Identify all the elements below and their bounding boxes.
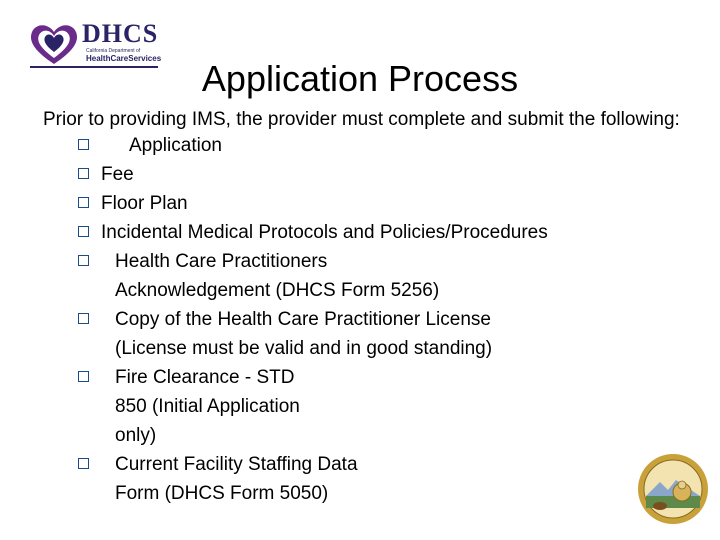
checkbox-icon [78,458,89,469]
requirements-list [43,131,713,508]
california-seal-icon [636,452,710,526]
list-item [43,363,713,450]
list-item-text: Health Care Practitioners [115,251,328,272]
list-item-text: (License must be valid and in good standing) [115,338,493,359]
list-item [43,189,713,218]
list-item [43,218,713,247]
logo-dhcs-text: DHCS [82,19,159,48]
checkbox-icon [78,168,89,179]
checkbox-icon [78,255,89,266]
content-body [43,109,713,508]
list-item-text: Fire Clearance - STD [115,367,295,388]
list-item-text: only) [115,425,157,446]
list-item [43,160,713,189]
list-item-text: Acknowledgement (DHCS Form 5256) [115,280,440,301]
list-item-text: Form (DHCS Form 5050) [115,483,329,504]
list-item [43,450,713,508]
list-item-text: 850 (Initial Application [115,396,300,417]
checkbox-icon [78,197,89,208]
intro-text: Prior to providing IMS, the provider must complete and submit the following: [43,109,680,130]
list-item-text: Fee [101,164,134,185]
logo-subtitle: California Department of [86,48,141,54]
checkbox-icon [78,371,89,382]
checkbox-icon [78,313,89,324]
list-item-text: Current Facility Staffing Data [115,454,358,475]
page-title: Application Process [201,58,519,99]
list-item-text: Application [129,135,222,156]
list-item [43,247,713,305]
list-item [43,305,713,363]
checkbox-icon [78,226,89,237]
checkbox-icon [78,139,89,150]
list-item-text: Floor Plan [101,193,188,214]
list-item-text: Copy of the Health Care Practitioner License [115,309,491,330]
list-item [43,131,713,160]
logo-health-care-services: HealthCareServices [86,54,162,63]
list-item-text: Incidental Medical Protocols and Policies/Procedures [101,222,548,243]
